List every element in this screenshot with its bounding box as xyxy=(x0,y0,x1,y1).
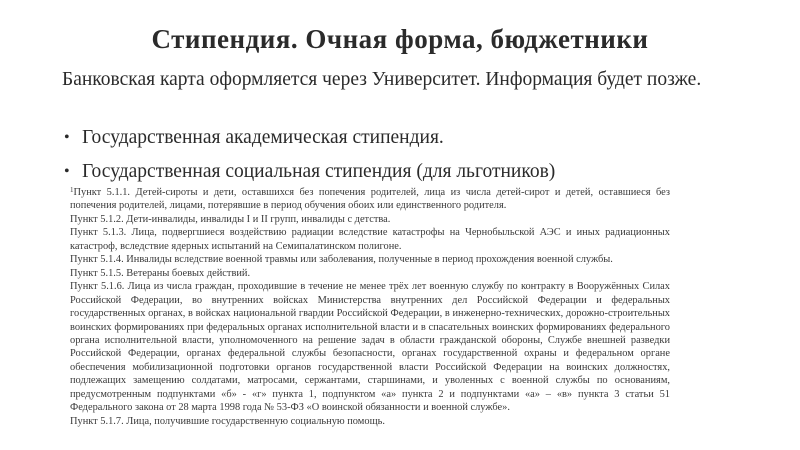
footnote-paragraph xyxy=(70,186,670,213)
bullet-item xyxy=(62,126,752,150)
footnote-paragraph: Пункт 5.1.4. Инвалиды вследствие военной травмы или заболевания, полученные в период прохождения военной службы. xyxy=(70,254,613,266)
footnote-block xyxy=(70,186,670,428)
bullet-text: Государственная академическая стипендия. xyxy=(82,127,444,148)
footnote-paragraph: Пункт 5.1.6. Лица из числа граждан, проходившие в течение не менее трёх лет военную службу по контракту в Вооружённых Силах Российской Федерации, во внутренних войсках Министерства внутренних дел Российской Федерации и федеральных государственных органах, в войсках национальной гвардии Российской Федерации, в инженерно-технических, дорожно-строительных воинских формированиях при федеральных органах исполнительной власти и в спасательных воинских формированиях федерального органа исполнительной власти, уполномоченного на решение задач в области гражданской обороны, Службе внешней разведки Российской Федерации, органах федеральной службы безопасности, органах государственной охраны и федеральном органе обеспечения мобилизационной подготовки органов государственной власти Российской Федерации на воинских должностях, подлежащих замещению солдатами, матросами, сержантами, старшинами, и уволенных с военной службы по основаниям, предусмотренным подпунктами «б» - «г» пункта 1, подпунктом «а» пункта 2 и подпунктами «а» – «в» пункта 3 статьи 51 Федерального закона от 28 марта 1998 года № 53-ФЗ «О воинской обязанности и военной службе». xyxy=(70,281,670,414)
slide-title: Стипендия. Очная форма, бюджетники xyxy=(151,24,649,54)
footnote-marker: 1 xyxy=(70,186,74,194)
bullet-text: Государственная социальная стипендия (для льготников) xyxy=(82,161,556,182)
footnote-paragraph: Пункт 5.1.2. Дети-инвалиды, инвалиды I и II групп, инвалиды с детства. xyxy=(70,213,391,225)
footnote-paragraph: Пункт 5.1.7. Лица, получившие государственную социальную помощь. xyxy=(70,415,385,427)
footnote-text: Пункт 5.1.1. Детей-сироты и дети, оставшихся без попечения родителей, лица из числа детей-сирот и детей, оставшиеся без попечения родителей, лицами, потерявшие в период обучения обоих или единственного родителя. xyxy=(70,187,670,212)
footnote-paragraph: Пункт 5.1.3. Лица, подвергшиеся воздействию радиации вследствие катастрофы на Чернобыльской АЭС и иных радиационных катастроф, вследствие ядерных испытаний на Семипалатинском полигоне. xyxy=(70,227,670,252)
bullet-icon: • xyxy=(64,163,70,180)
bullet-item xyxy=(62,160,752,184)
bullet-icon: • xyxy=(64,129,70,146)
footnote-paragraph: Пункт 5.1.5. Ветераны боевых действий. xyxy=(70,267,251,279)
intro-text: Банковская карта оформляется через Университет. Информация будет позже. xyxy=(62,69,702,90)
bullet-list xyxy=(62,126,752,194)
